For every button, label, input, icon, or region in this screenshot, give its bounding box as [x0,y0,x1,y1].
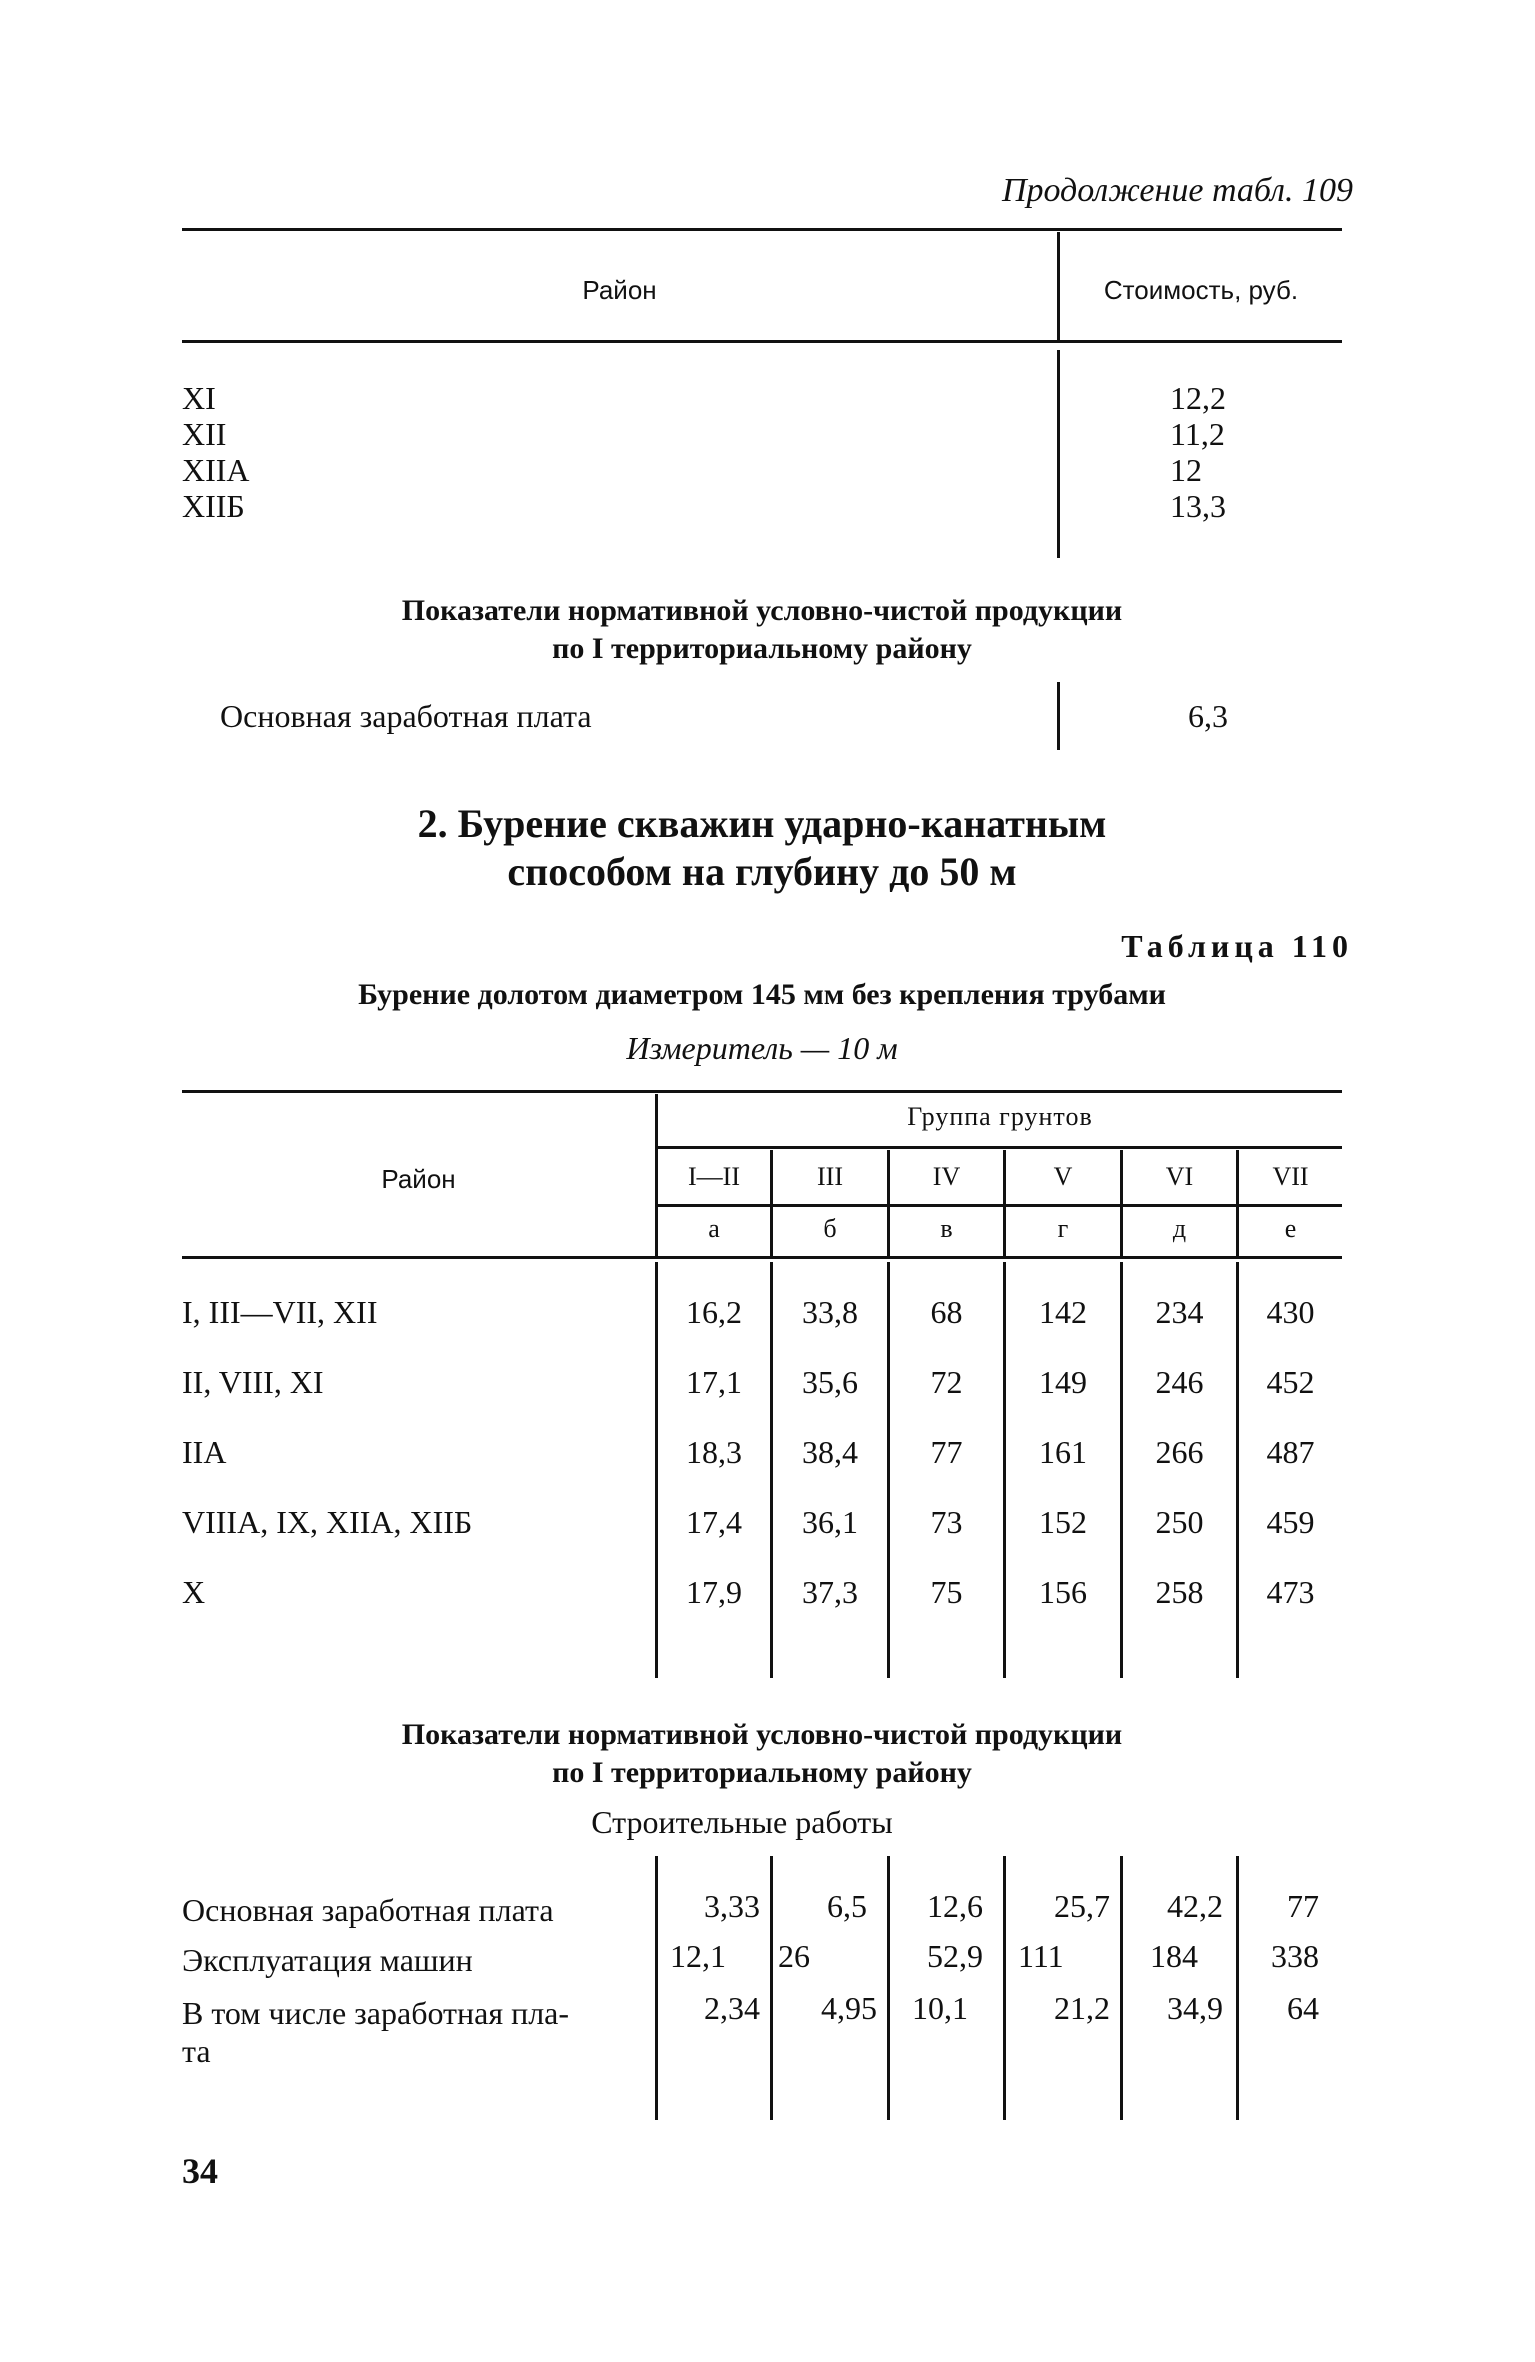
cell: 64 [1287,1990,1319,2026]
group-letter: е [1284,1214,1297,1243]
indicators1-label: Основная заработная плата [220,698,592,734]
cell: 12,6 [927,1888,983,1924]
cell: 16,2 [686,1294,742,1330]
indicators2-title-line1: Показатели нормативной условно-чистой продукции [401,1718,1123,1751]
cell: 77 [1287,1888,1319,1924]
cell: 266 [1155,1434,1204,1470]
cell: 338 [1271,1938,1319,1974]
table110-top-rule [182,1090,1342,1093]
cell: 12,1 [670,1938,726,1974]
group-letter: д [1172,1214,1187,1243]
cell: 72 [930,1364,963,1400]
cell: 36,1 [802,1504,858,1540]
cell: 21,2 [1054,1990,1110,2026]
cell: 234 [1155,1294,1204,1330]
row-region: IIА [182,1434,227,1470]
cell: 246 [1155,1364,1204,1400]
cell: 142 [1039,1294,1087,1330]
table110-caption: Бурение долотом диаметром 145 мм без крепления трубами [358,978,1166,1011]
cell: 37,3 [802,1574,858,1610]
cell: 26 [778,1938,810,1974]
section-title-line2: способом на глубину до 50 м [507,849,1017,894]
table-row: XIIА [182,452,250,488]
cell: 152 [1039,1504,1087,1540]
indicators1-title-line2: по I территориальному району [552,632,972,665]
group-letter: б [823,1214,837,1243]
group-header: VI [1165,1162,1194,1191]
group-header: I—II [688,1162,740,1191]
cell: 17,9 [686,1574,742,1610]
cell: 17,4 [686,1504,742,1540]
indicators2-title [182,1716,1342,1792]
section-title [182,800,1342,896]
table-cell: 12,2 [1170,380,1226,416]
cell: 111 [1018,1938,1064,1974]
cell: 6,5 [827,1888,867,1924]
group-header: V [1053,1162,1073,1191]
table110-measure: Измеритель — 10 м [626,1030,898,1066]
table-cell: 13,3 [1170,488,1226,524]
group-letter: г [1057,1214,1069,1243]
indicators1-value: 6,3 [1188,698,1228,734]
indicators1-divider [1057,682,1060,750]
cell: 250 [1155,1504,1204,1540]
row-region: X [182,1574,206,1610]
cell: 156 [1039,1574,1087,1610]
cell: 17,1 [686,1364,742,1400]
cell: 452 [1266,1364,1315,1400]
table109-regions [182,380,250,524]
table110-header-bottom-rule [182,1256,1342,1259]
table109-top-rule [182,228,1342,231]
group-letter: а [708,1214,720,1243]
cell: 2,34 [704,1990,760,2026]
row-label [182,1994,569,2070]
row-label: Основная заработная плата [182,1892,554,1928]
cell: 68 [930,1294,963,1330]
cell: 34,9 [1167,1990,1223,2026]
cell: 42,2 [1167,1888,1223,1924]
page-number: 34 [182,2151,218,2191]
cell: 3,33 [704,1888,760,1924]
group-header: VII [1272,1162,1309,1191]
row-label-line1: В том числе заработная пла- [182,1995,570,2031]
group-header: III [817,1162,843,1191]
cell: 18,3 [686,1434,742,1470]
row-label: Эксплуатация машин [182,1942,473,1978]
cell: 487 [1266,1434,1315,1470]
cell: 149 [1039,1364,1087,1400]
row-region: I, III—VII, XII [182,1294,378,1330]
table110-col-region: Район [381,1164,456,1194]
table-row: XIIБ [182,488,245,524]
cell: 52,9 [927,1938,983,1974]
table-row: XI [182,380,216,416]
indicators2-title-line2: по I территориальному району [552,1756,972,1789]
section-title-line1: 2. Бурение скважин ударно-канатным [417,801,1107,846]
table109-costs [1170,380,1226,524]
table109-header-rule [182,340,1342,343]
indicators2-subtitle: Строительные работы [591,1804,893,1840]
group-letter: в [940,1214,953,1243]
indicators1-title [182,592,1342,668]
cell: 35,6 [802,1364,858,1400]
row-label-line2: та [182,2033,211,2069]
cell: 184 [1150,1938,1198,1974]
cell: 77 [930,1434,963,1470]
table110-label: Таблица 110 [1121,928,1353,964]
cell: 473 [1266,1574,1315,1610]
cell: 459 [1266,1504,1315,1540]
cell: 258 [1155,1574,1204,1610]
cell: 38,4 [802,1434,858,1470]
cell: 430 [1266,1294,1315,1330]
table109-col-cost: Стоимость, руб. [1103,275,1299,305]
table109-body-divider [1057,350,1060,558]
table-cell: 12 [1170,452,1202,488]
table110-col-group: Группа грунтов [907,1102,1093,1131]
table-cell: 11,2 [1170,416,1225,452]
cell: 4,95 [821,1990,877,2026]
indicators1-title-line1: Показатели нормативной условно-чистой продукции [401,594,1123,627]
cell: 161 [1039,1434,1087,1470]
cell: 10,1 [912,1990,968,2026]
table-row: XII [182,416,227,452]
cell: 73 [930,1504,963,1540]
row-region: II, VIII, XI [182,1364,324,1400]
table110-group-rule [655,1146,1342,1149]
cell: 33,8 [802,1294,858,1330]
table109-col-region: Район [582,275,657,305]
cell: 25,7 [1054,1888,1110,1924]
row-region: VIIIА, IX, XIIА, XIIБ [182,1504,473,1540]
cell: 75 [930,1574,963,1610]
group-header: IV [932,1162,961,1191]
continuation-header: Продолжение табл. 109 [1001,172,1353,209]
